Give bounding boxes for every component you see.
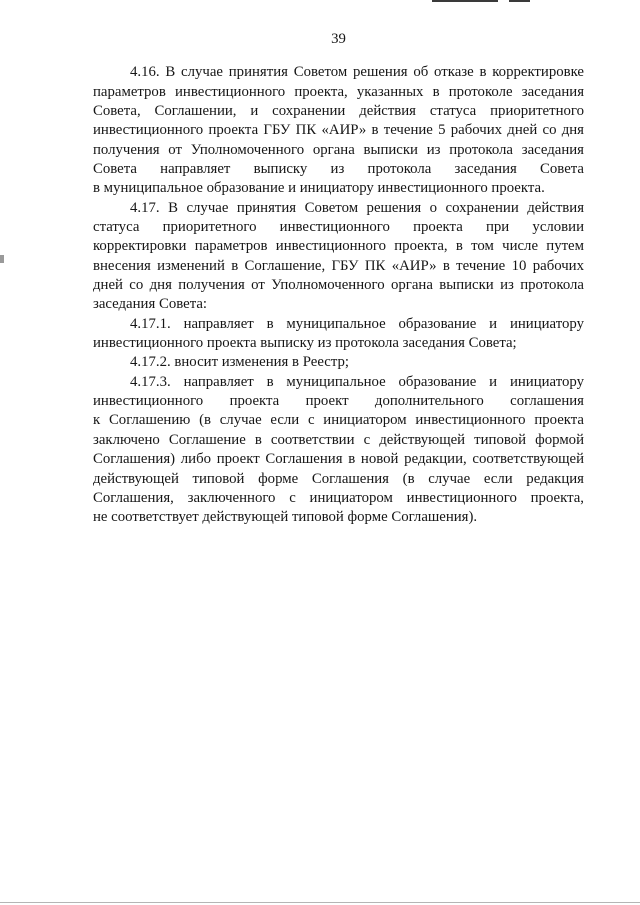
scan-edge-mark xyxy=(0,255,4,263)
page-number: 39 xyxy=(331,31,346,47)
text-line: в муниципальное образование и инициатору инвестиционного проекта. xyxy=(93,180,545,197)
line-text: вносит изменения в Реестр; xyxy=(174,354,349,371)
text-line: не соответствует действующей типовой форме Соглашения). xyxy=(93,509,478,526)
line-text: направляет в муниципальное образование и инициатору xyxy=(183,373,584,390)
clause-number: 4.16. xyxy=(130,64,160,81)
text-line xyxy=(93,63,584,82)
line-text: направляет в муниципальное образование и инициатору xyxy=(183,315,584,332)
clause-4-17-3 xyxy=(93,373,584,528)
text-line: Соглашения) либо проект Соглашения в новой редакции, соответствующей xyxy=(93,451,584,468)
clause-4-17-2 xyxy=(93,353,584,372)
clause-4-16 xyxy=(93,63,584,198)
text-line: инвестиционного проекта выписку из протокола заседания Совета; xyxy=(93,335,517,352)
clause-number: 4.17. xyxy=(130,199,160,216)
clause-number: 4.17.3. xyxy=(130,373,171,390)
text-line: внесения изменений в Соглашение, ГБУ ПК «АИР» в течение 10 рабочих xyxy=(93,257,584,274)
text-line: корректировки параметров инвестиционного проекта, в том числе путем xyxy=(93,238,584,255)
clause-number: 4.17.1. xyxy=(130,315,171,332)
text-line: Совета, Соглашении, и сохранении действия статуса приоритетного xyxy=(93,102,584,119)
clause-4-17-1 xyxy=(93,315,584,354)
text-line: заседания Совета: xyxy=(93,296,208,313)
text-line: Соглашения, заключенного с инициатором инвестиционного проекта, xyxy=(93,489,584,506)
text-line xyxy=(93,373,584,392)
line-text: В случае принятия Советом решения о сохранении действия xyxy=(168,199,585,216)
text-line xyxy=(93,199,584,218)
scan-edge-mark xyxy=(509,0,530,2)
text-line: дней со дня получения от Уполномоченного органа выписки из протокола xyxy=(93,277,584,294)
text-line xyxy=(93,315,584,334)
text-line: Совета направляет выписку из протокола заседания Совета xyxy=(93,161,584,178)
scan-edge-mark xyxy=(0,902,640,903)
clause-4-17 xyxy=(93,199,584,315)
clause-number: 4.17.2. xyxy=(130,354,171,371)
text-line: статуса приоритетного инвестиционного проекта при условии xyxy=(93,219,584,236)
text-line: инвестиционного проекта ГБУ ПК «АИР» в течение 5 рабочих дней со дня xyxy=(93,122,584,139)
text-line: заключено Соглашение в соответствии с действующей типовой формой xyxy=(93,431,584,448)
text-line: действующей типовой форме Соглашения (в случае если редакция xyxy=(93,470,584,487)
text-line: к Соглашению (в случае если с инициатором инвестиционного проекта xyxy=(93,412,584,429)
line-text: В случае принятия Советом решения об отказе в корректировке xyxy=(165,64,584,81)
scan-edge-mark xyxy=(432,0,498,2)
text-line: инвестиционного проекта проект дополнительного соглашения xyxy=(93,393,584,410)
document-body xyxy=(93,63,584,527)
text-line: параметров инвестиционного проекта, указанных в протоколе заседания xyxy=(93,83,584,100)
text-line xyxy=(93,353,584,372)
text-line: получения от Уполномоченного органа выписки из протокола заседания xyxy=(93,141,584,158)
